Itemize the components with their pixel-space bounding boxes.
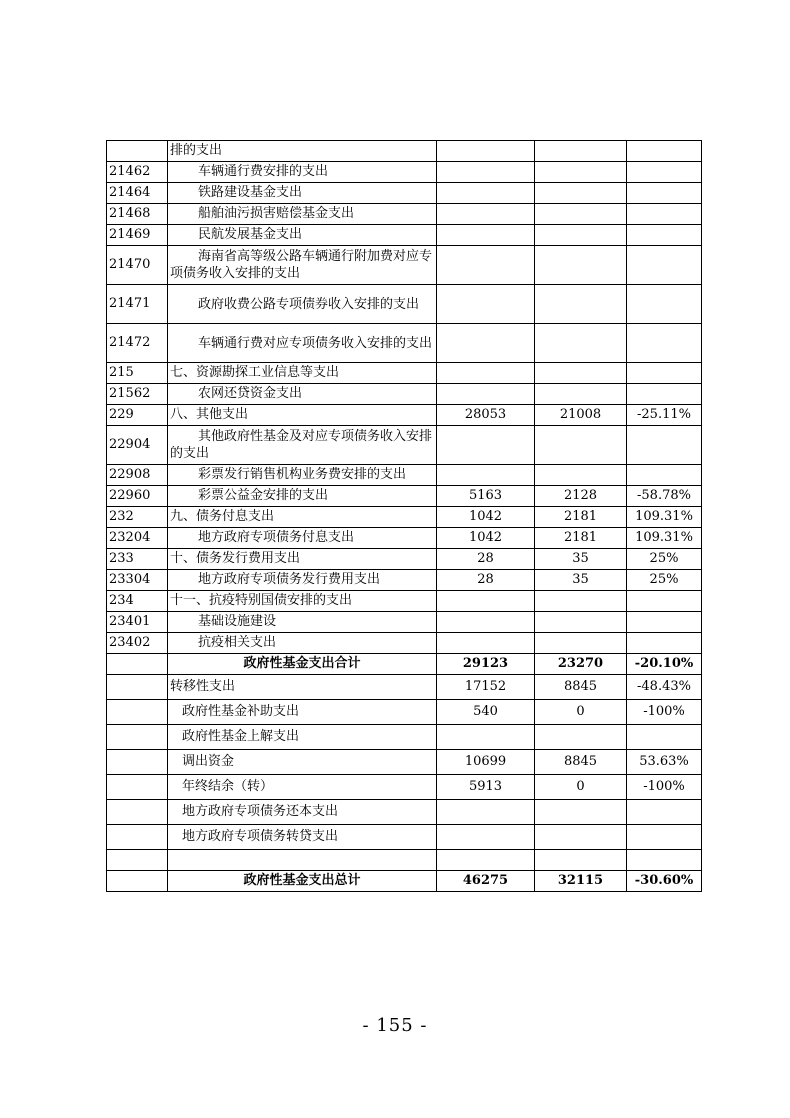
change-percent-cell: -30.60% (627, 871, 702, 892)
prior-year-value-cell (437, 183, 535, 204)
item-name-cell: 政府性基金支出总计 (168, 871, 437, 892)
prior-year-value-cell (437, 633, 535, 654)
change-percent-cell (627, 725, 702, 750)
code-cell (107, 141, 168, 162)
item-name-cell: 十一、抗疫特别国债安排的支出 (168, 591, 437, 612)
prior-year-value-cell (437, 384, 535, 405)
current-value-cell (535, 591, 627, 612)
change-percent-cell (627, 141, 702, 162)
current-value-cell: 2181 (535, 507, 627, 528)
budget-table (106, 140, 702, 892)
code-cell (107, 800, 168, 825)
table-row (107, 405, 702, 426)
code-cell: 233 (107, 549, 168, 570)
table-row (107, 183, 702, 204)
item-name-cell: 铁路建设基金支出 (168, 183, 437, 204)
current-value-cell: 2181 (535, 528, 627, 549)
code-cell (107, 725, 168, 750)
change-percent-cell: 25% (627, 570, 702, 591)
item-name-cell: 地方政府专项债务发行费用支出 (168, 570, 437, 591)
change-percent-cell (627, 633, 702, 654)
item-name-cell: 八、其他支出 (168, 405, 437, 426)
budget-table-body (107, 141, 702, 892)
change-percent-cell: 109.31% (627, 507, 702, 528)
change-percent-cell: -58.78% (627, 486, 702, 507)
table-row (107, 384, 702, 405)
table-row (107, 486, 702, 507)
table-row (107, 246, 702, 285)
code-cell (107, 775, 168, 800)
code-cell: 21469 (107, 225, 168, 246)
item-name-cell: 农网还贷资金支出 (168, 384, 437, 405)
code-cell (107, 825, 168, 850)
code-cell: 22908 (107, 465, 168, 486)
page-number: - 155 - (362, 1015, 428, 1036)
change-percent-cell (627, 591, 702, 612)
current-value-cell (535, 725, 627, 750)
item-name-cell: 其他政府性基金及对应专项债务收入安排的支出 (168, 426, 437, 465)
item-name-cell (168, 850, 437, 871)
prior-year-value-cell: 10699 (437, 750, 535, 775)
item-name-cell: 车辆通行费安排的支出 (168, 162, 437, 183)
item-name-cell: 十、债务发行费用支出 (168, 549, 437, 570)
change-percent-cell: -100% (627, 700, 702, 725)
item-name-cell: 调出资金 (168, 750, 437, 775)
prior-year-value-cell: 28 (437, 549, 535, 570)
table-row (107, 426, 702, 465)
code-cell (107, 654, 168, 675)
table-row (107, 800, 702, 825)
table-row (107, 570, 702, 591)
prior-year-value-cell (437, 285, 535, 324)
item-name-cell: 地方政府专项债务付息支出 (168, 528, 437, 549)
table-row (107, 612, 702, 633)
prior-year-value-cell (437, 465, 535, 486)
change-percent-cell (627, 225, 702, 246)
prior-year-value-cell: 1042 (437, 528, 535, 549)
current-value-cell (535, 225, 627, 246)
table-row (107, 528, 702, 549)
table-row (107, 507, 702, 528)
item-name-cell: 彩票发行销售机构业务费安排的支出 (168, 465, 437, 486)
code-cell: 21471 (107, 285, 168, 324)
current-value-cell: 35 (535, 570, 627, 591)
code-cell: 23402 (107, 633, 168, 654)
table-row (107, 850, 702, 871)
current-value-cell (535, 825, 627, 850)
current-value-cell (535, 183, 627, 204)
table-row (107, 725, 702, 750)
prior-year-value-cell (437, 850, 535, 871)
item-name-cell: 车辆通行费对应专项债务收入安排的支出 (168, 324, 437, 363)
table-row (107, 162, 702, 183)
item-name-cell: 民航发展基金支出 (168, 225, 437, 246)
code-cell: 234 (107, 591, 168, 612)
change-percent-cell (627, 162, 702, 183)
code-cell: 215 (107, 363, 168, 384)
prior-year-value-cell (437, 725, 535, 750)
prior-year-value-cell: 46275 (437, 871, 535, 892)
item-name-cell: 排的支出 (168, 141, 437, 162)
current-value-cell: 2128 (535, 486, 627, 507)
change-percent-cell (627, 825, 702, 850)
prior-year-value-cell: 17152 (437, 675, 535, 700)
current-value-cell (535, 246, 627, 285)
prior-year-value-cell: 5913 (437, 775, 535, 800)
change-percent-cell (627, 384, 702, 405)
change-percent-cell (627, 285, 702, 324)
current-value-cell: 8845 (535, 750, 627, 775)
item-name-cell: 海南省高等级公路车辆通行附加费对应专项债务收入安排的支出 (168, 246, 437, 285)
prior-year-value-cell (437, 225, 535, 246)
item-name-cell: 地方政府专项债务转贷支出 (168, 825, 437, 850)
code-cell: 21468 (107, 204, 168, 225)
change-percent-cell (627, 363, 702, 384)
change-percent-cell: -48.43% (627, 675, 702, 700)
change-percent-cell: -20.10% (627, 654, 702, 675)
change-percent-cell: 109.31% (627, 528, 702, 549)
item-name-cell: 政府性基金上解支出 (168, 725, 437, 750)
prior-year-value-cell: 540 (437, 700, 535, 725)
current-value-cell: 32115 (535, 871, 627, 892)
item-name-cell: 转移性支出 (168, 675, 437, 700)
prior-year-value-cell (437, 800, 535, 825)
code-cell: 23204 (107, 528, 168, 549)
code-cell: 229 (107, 405, 168, 426)
change-percent-cell (627, 324, 702, 363)
code-cell: 22904 (107, 426, 168, 465)
code-cell: 21462 (107, 162, 168, 183)
current-value-cell (535, 426, 627, 465)
prior-year-value-cell (437, 363, 535, 384)
prior-year-value-cell (437, 324, 535, 363)
code-cell (107, 871, 168, 892)
current-value-cell (535, 384, 627, 405)
table-row (107, 225, 702, 246)
table-row (107, 700, 702, 725)
code-cell (107, 750, 168, 775)
prior-year-value-cell: 28053 (437, 405, 535, 426)
prior-year-value-cell (437, 204, 535, 225)
change-percent-cell: 53.63% (627, 750, 702, 775)
prior-year-value-cell (437, 426, 535, 465)
change-percent-cell (627, 850, 702, 871)
table-row (107, 549, 702, 570)
prior-year-value-cell: 29123 (437, 654, 535, 675)
item-name-cell: 彩票公益金安排的支出 (168, 486, 437, 507)
item-name-cell: 政府收费公路专项债券收入安排的支出 (168, 285, 437, 324)
change-percent-cell: -100% (627, 775, 702, 800)
prior-year-value-cell: 1042 (437, 507, 535, 528)
current-value-cell: 0 (535, 700, 627, 725)
current-value-cell (535, 162, 627, 183)
item-name-cell: 基础设施建设 (168, 612, 437, 633)
change-percent-cell (627, 426, 702, 465)
item-name-cell: 船舶油污损害赔偿基金支出 (168, 204, 437, 225)
code-cell (107, 850, 168, 871)
item-name-cell: 抗疫相关支出 (168, 633, 437, 654)
current-value-cell: 23270 (535, 654, 627, 675)
total-row (107, 871, 702, 892)
table-row (107, 591, 702, 612)
code-cell: 232 (107, 507, 168, 528)
current-value-cell: 8845 (535, 675, 627, 700)
current-value-cell (535, 363, 627, 384)
item-name-cell: 地方政府专项债务还本支出 (168, 800, 437, 825)
prior-year-value-cell (437, 162, 535, 183)
item-name-cell: 政府性基金补助支出 (168, 700, 437, 725)
current-value-cell (535, 204, 627, 225)
table-row (107, 324, 702, 363)
table-row (107, 465, 702, 486)
change-percent-cell (627, 183, 702, 204)
current-value-cell: 21008 (535, 405, 627, 426)
prior-year-value-cell (437, 612, 535, 633)
prior-year-value-cell (437, 825, 535, 850)
prior-year-value-cell: 5163 (437, 486, 535, 507)
code-cell: 21472 (107, 324, 168, 363)
code-cell: 21470 (107, 246, 168, 285)
change-percent-cell (627, 800, 702, 825)
table-row (107, 633, 702, 654)
code-cell (107, 700, 168, 725)
table-row (107, 363, 702, 384)
prior-year-value-cell (437, 246, 535, 285)
item-name-cell: 年终结余（转） (168, 775, 437, 800)
change-percent-cell: 25% (627, 549, 702, 570)
code-cell: 23401 (107, 612, 168, 633)
change-percent-cell: -25.11% (627, 405, 702, 426)
table-row (107, 750, 702, 775)
code-cell: 23304 (107, 570, 168, 591)
table-row (107, 675, 702, 700)
table-row (107, 204, 702, 225)
current-value-cell (535, 633, 627, 654)
current-value-cell (535, 465, 627, 486)
prior-year-value-cell (437, 141, 535, 162)
item-name-cell: 政府性基金支出合计 (168, 654, 437, 675)
change-percent-cell (627, 465, 702, 486)
code-cell: 22960 (107, 486, 168, 507)
current-value-cell (535, 612, 627, 633)
prior-year-value-cell: 28 (437, 570, 535, 591)
table-row (107, 141, 702, 162)
current-value-cell (535, 800, 627, 825)
code-cell: 21464 (107, 183, 168, 204)
code-cell (107, 675, 168, 700)
change-percent-cell (627, 246, 702, 285)
change-percent-cell (627, 204, 702, 225)
current-value-cell: 0 (535, 775, 627, 800)
table-row (107, 775, 702, 800)
current-value-cell (535, 850, 627, 871)
item-name-cell: 七、资源勘探工业信息等支出 (168, 363, 437, 384)
prior-year-value-cell (437, 591, 535, 612)
table-row (107, 825, 702, 850)
table-row (107, 285, 702, 324)
item-name-cell: 九、债务付息支出 (168, 507, 437, 528)
current-value-cell (535, 324, 627, 363)
total-row (107, 654, 702, 675)
change-percent-cell (627, 612, 702, 633)
current-value-cell (535, 285, 627, 324)
current-value-cell: 35 (535, 549, 627, 570)
current-value-cell (535, 141, 627, 162)
code-cell: 21562 (107, 384, 168, 405)
